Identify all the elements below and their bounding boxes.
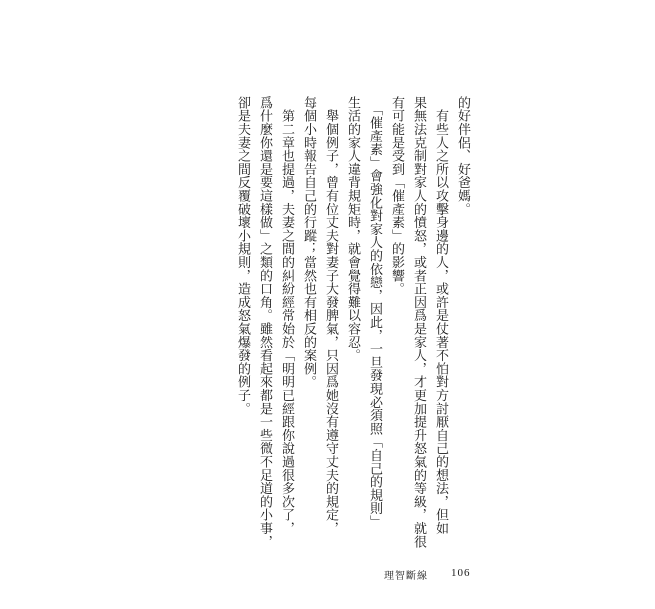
text-column: 舉個例子，曾有位丈夫對妻子大發脾氣，只因爲她沒有遵守丈夫的規定， — [323, 96, 338, 535]
text-column: 卻是夫妻之間反覆破壞小規則，造成怒氣爆發的例子。 — [235, 96, 250, 416]
text-column: 果無法克制對家人的憤怒，或者正因爲是家人，才更加提升怒氣的等級，就很 — [411, 96, 426, 549]
text-column: 有些人之所以攻擊身邊的人，或許是仗著不怕對方討厭自己的想法，但如 — [433, 96, 448, 535]
running-footer-title: 理智斷線 — [384, 571, 428, 582]
text-column: 的好伴侶、好爸媽。 — [455, 96, 470, 216]
text-column: 有可能是受到「催產素」的影響。 — [389, 96, 404, 296]
text-column: 爲什麼你還是要這樣做」之類的口角。雖然看起來都是一些微不足道的小事， — [257, 96, 272, 549]
text-column: 生活的家人違背規矩時，就會覺得難以容忍。 — [345, 96, 360, 362]
text-column: 「催產素」會強化對家人的依戀，因此，一旦發現必須照「自己的規則」 — [367, 96, 382, 529]
text-column: 每個小時報告自己的行蹤；當然也有相反的案例。 — [301, 96, 316, 389]
text-column: 第二章也提過，夫妻之間的糾紛經常始於「明明已經跟你說過很多次了， — [279, 96, 294, 535]
page-number: 106 — [451, 567, 471, 579]
